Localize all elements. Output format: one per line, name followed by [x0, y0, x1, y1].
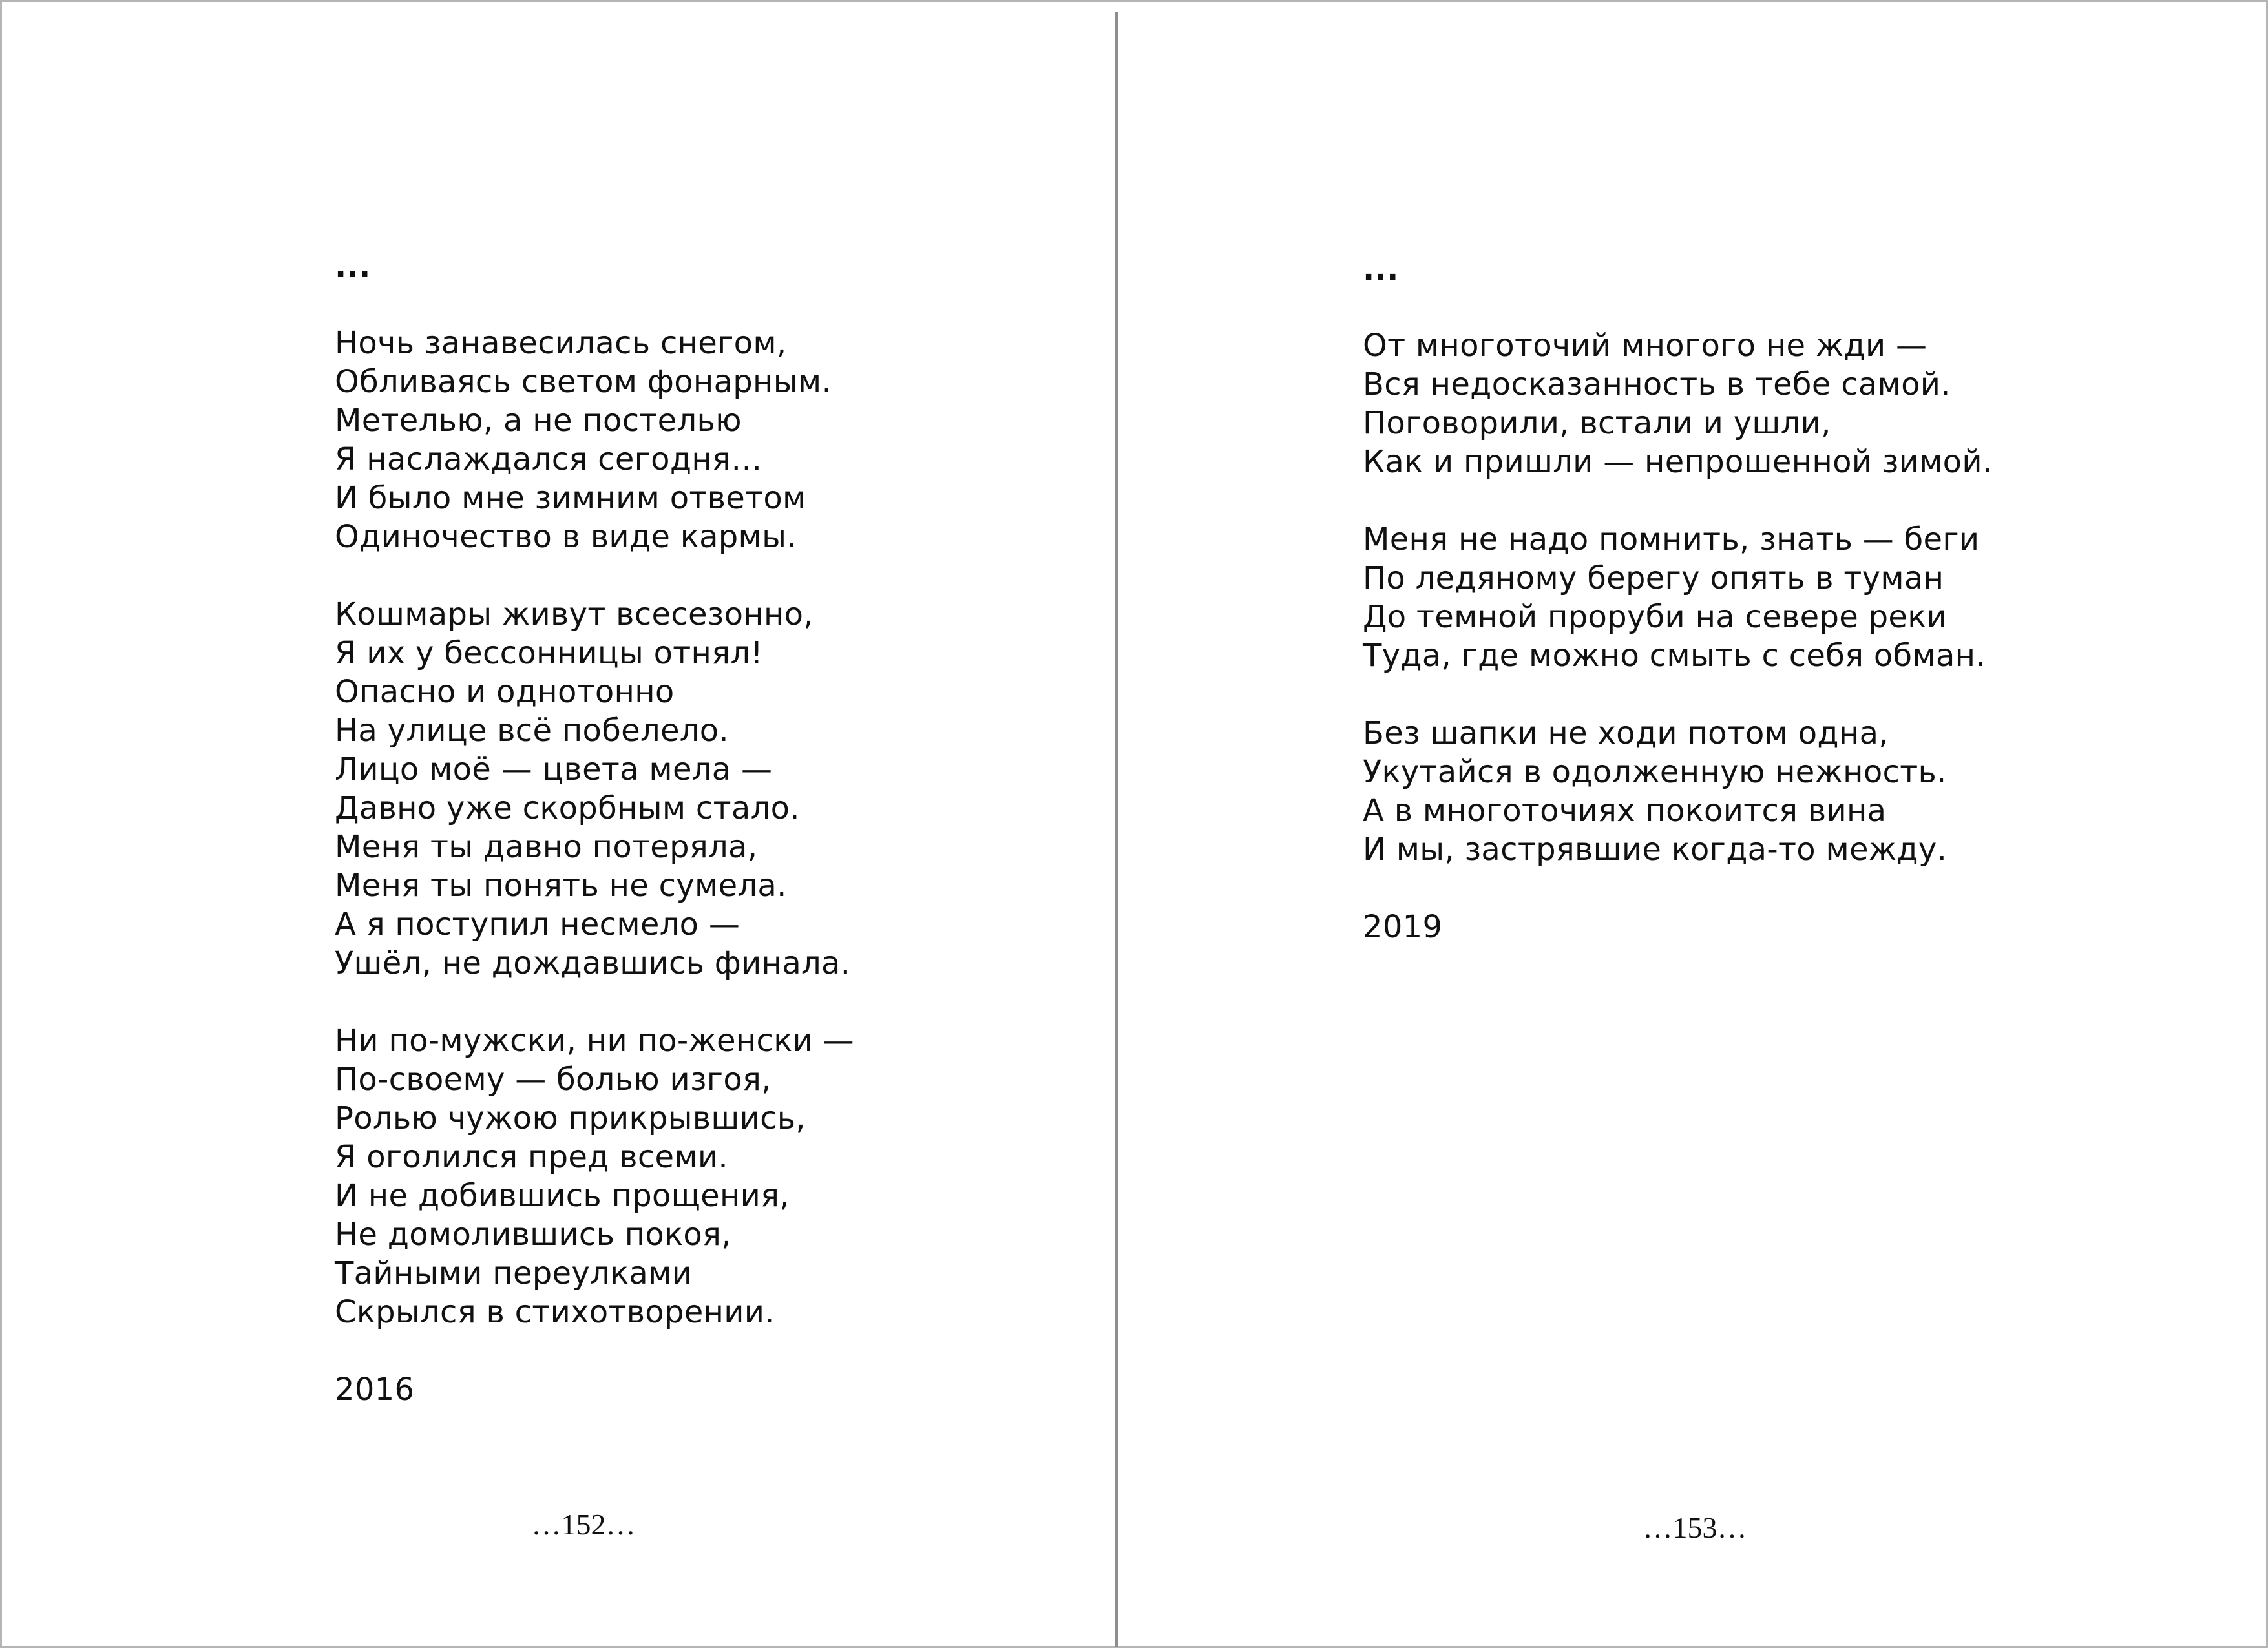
poem-line: Ночь занавесилась снегом, [335, 325, 787, 361]
poem-line: Давно уже скорбным стало. [335, 790, 800, 826]
poem-line: Метелью, а не постелью [335, 402, 742, 439]
stanza [1363, 326, 1992, 481]
poem-line: Одиночество в виде кармы. [335, 519, 797, 555]
poem-line: Как и пришли — непрошенной зимой. [1363, 444, 1993, 480]
poem [335, 247, 854, 1409]
poem-line: Укутайся в одолженную нежность. [1363, 754, 1947, 790]
poem-line: До темной проруби на севере реки [1363, 599, 1948, 635]
stanza [1363, 714, 1992, 869]
poem-line: По-своему — болью изгоя, [335, 1061, 772, 1098]
poem-line: Ни по-мужски, ни по-женски — [335, 1023, 854, 1059]
poem-line: Я оголился пред всеми. [335, 1139, 728, 1175]
poem-line: А в многоточиях покоится вина [1363, 793, 1887, 829]
stanza [335, 1021, 854, 1331]
page-number: …152… [531, 1508, 636, 1541]
left-page [2, 2, 1115, 1650]
poem-line: И было мне зимним ответом [335, 480, 806, 516]
poem-line: Ушёл, не дождавшись финала. [335, 945, 851, 981]
poem-line: А я поступил несмело — [335, 906, 740, 943]
poem-line: И мы, застрявшие когда-то между. [1363, 831, 1948, 868]
stanza [335, 324, 854, 556]
poem-title: ... [335, 249, 371, 285]
poem-line: Скрылся в стихотворении. [335, 1294, 775, 1330]
poem-line: Меня ты понять не сумела. [335, 868, 787, 904]
poem-line: Не домолившись покоя, [335, 1217, 731, 1253]
right-page [1118, 2, 2268, 1650]
poem-line: Обливаясь светом фонарным. [335, 364, 832, 400]
poem-line: И не добившись прощения, [335, 1178, 790, 1214]
poem-year: 2019 [1363, 909, 1443, 945]
poem-line: Туда, где можно смыть с себя обман. [1363, 638, 1986, 674]
poem-line: Лицо моё — цвета мела — [335, 751, 773, 788]
stanza [1363, 520, 1992, 675]
poem-line: Опасно и однотонно [335, 674, 675, 710]
poem-title: ... [1363, 251, 1399, 287]
poem-line: Вся недосказанность в тебе самой. [1363, 366, 1951, 402]
page-number: …153… [1643, 1511, 1747, 1544]
poem-line: Без шапки не ходи потом одна, [1363, 715, 1889, 751]
poem-line: На улице всё побелело. [335, 713, 729, 749]
poem-line: Кошмары живут всесезонно, [335, 596, 814, 632]
poem-line: Меня не надо помнить, знать — беги [1363, 521, 1980, 558]
poem-line: Я их у бессонницы отнял! [335, 635, 763, 671]
stanza [335, 595, 854, 983]
poem-year: 2016 [335, 1372, 415, 1408]
poem-line: Меня ты давно потеряла, [335, 829, 758, 865]
poem [1363, 250, 1992, 946]
poem-line: От многоточий многого не жди — [1363, 328, 1927, 364]
poem-line: По ледяному берегу опять в туман [1363, 560, 1944, 596]
poem-line: Поговорили, встали и ушли, [1363, 405, 1831, 441]
poem-line: Тайными переулками [335, 1255, 693, 1291]
poem-line: Ролью чужою прикрывшись, [335, 1100, 806, 1136]
poem-line: Я наслаждался сегодня… [335, 441, 762, 477]
